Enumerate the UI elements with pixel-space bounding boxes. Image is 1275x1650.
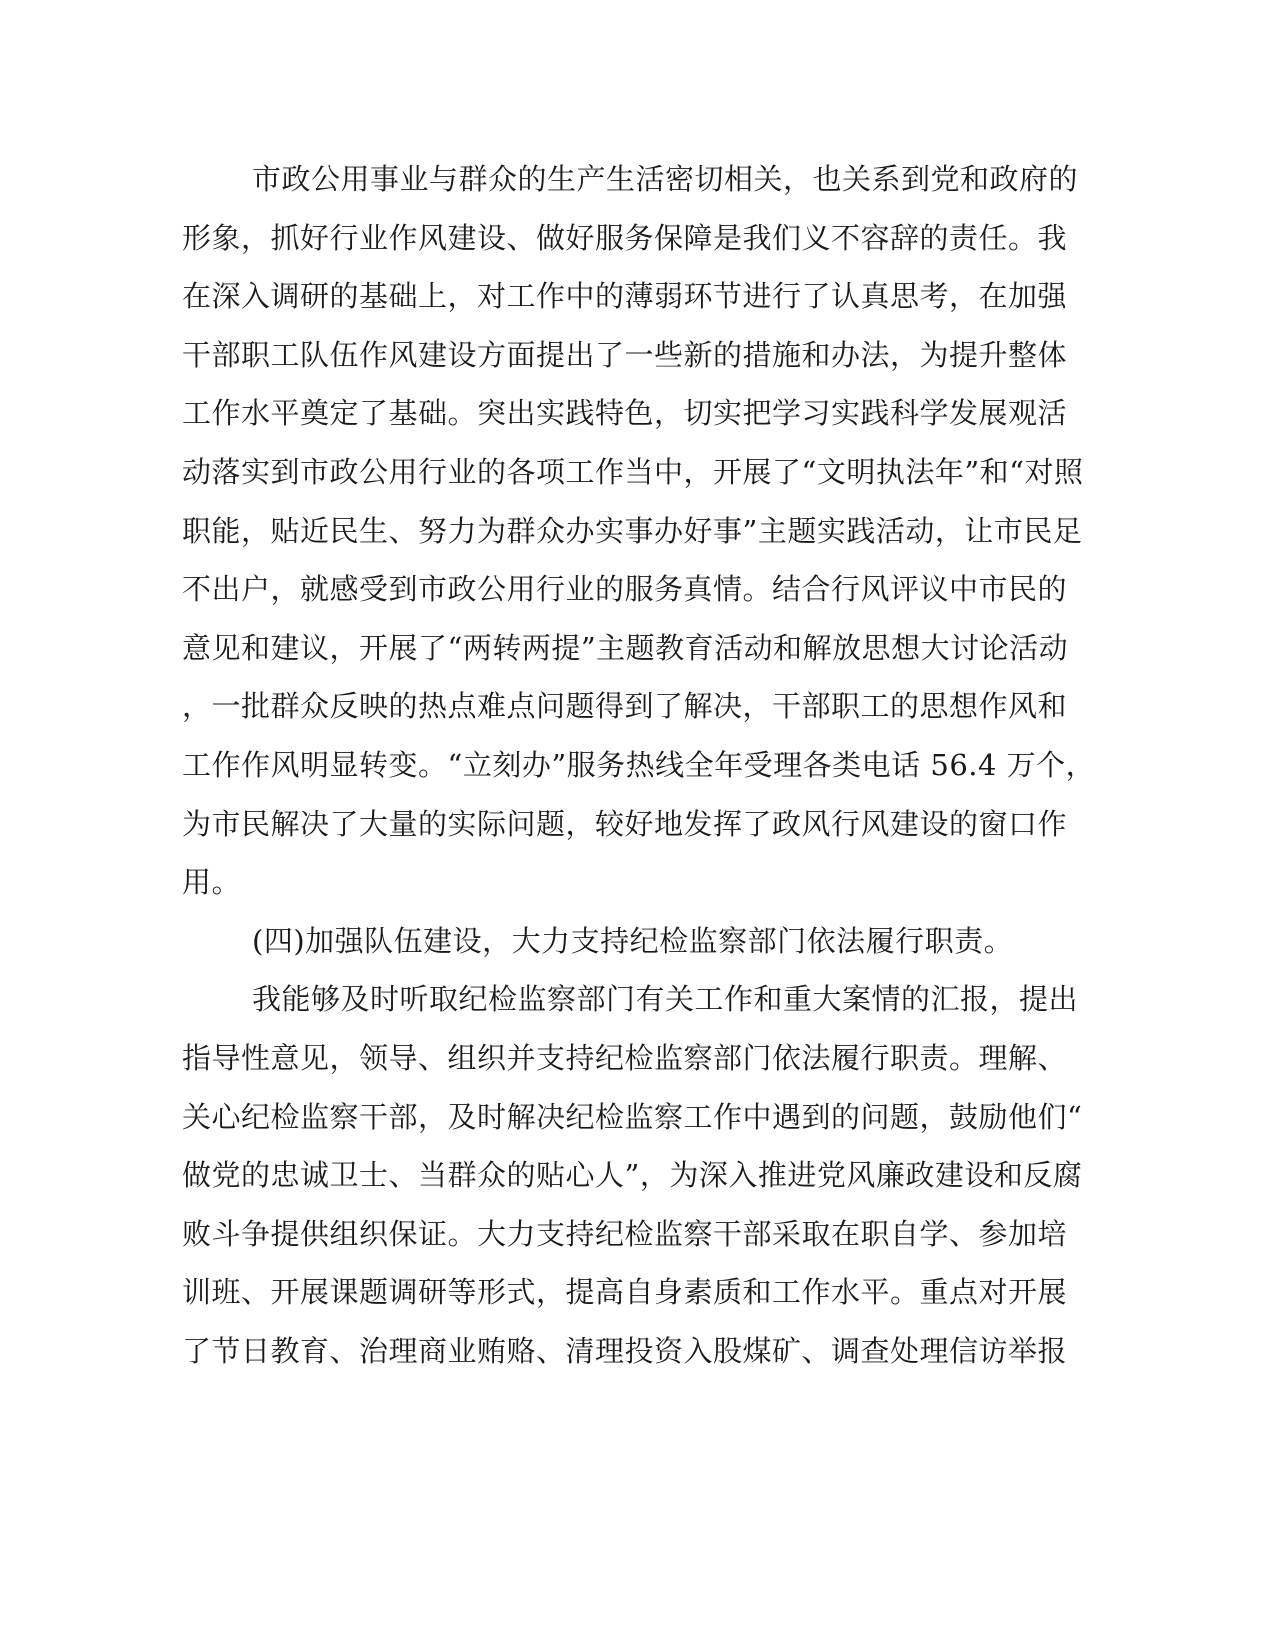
document-body [182, 150, 1096, 1380]
text-line: 我能够及时听取纪检监察部门有关工作和重大案情的汇报，提出 [252, 982, 1079, 1017]
text-line: 为市民解决了大量的实际问题，较好地发挥了政风行风建设的窗口作 [182, 806, 1068, 841]
text-line: 了节日教育、治理商业贿赂、清理投资入股煤矿、调查处理信访举报 [182, 1333, 1068, 1368]
text-line: 意见和建议，开展了“两转两提”主题教育活动和解放思想大讨论活动 [182, 630, 1069, 665]
text-line: ，一批群众反映的热点难点问题得到了解决，干部职工的思想作风和 [182, 689, 1068, 724]
text-line: 关心纪检监察干部，及时解决纪检监察工作中遇到的问题，鼓励他们“ [182, 1099, 1083, 1134]
text-line: 市政公用事业与群众的生产生活密切相关，也关系到党和政府的 [252, 162, 1079, 196]
text-line: 工作作风明显转变。“立刻办”服务热线全年受理各类电话 56.4 万个， [182, 747, 1096, 782]
text-line: 败斗争提供组织保证。大力支持纪检监察干部采取在职自学、参加培 [182, 1216, 1068, 1251]
paragraph-public-utilities [182, 150, 1096, 912]
text-line: 动落实到市政公用行业的各项工作当中，开展了“文明执法年”和“对照 [182, 454, 1084, 489]
text-line: 形象，抓好行业作风建设、做好服务保障是我们义不容辞的责任。我 [182, 220, 1068, 255]
text-line: 工作水平奠定了基础。突出实践特色，切实把学习实践科学发展观活 [182, 396, 1068, 431]
text-line: 指导性意见，领导、组织并支持纪检监察部门依法履行职责。理解、 [182, 1040, 1068, 1075]
section-heading: (四)加强队伍建设，大力支持纪检监察部门依法履行职责。 [252, 923, 1014, 958]
text-line: 不出户，就感受到市政公用行业的服务真情。结合行风评议中市民的 [182, 572, 1068, 607]
text-line: 在深入调研的基础上，对工作中的薄弱环节进行了认真思考，在加强 [182, 279, 1068, 314]
paragraph-discipline-inspection [182, 970, 1083, 1380]
section-heading-four [182, 912, 1042, 971]
text-line: 干部职工队伍作风建设方面提出了一些新的措施和办法，为提升整体 [182, 337, 1068, 372]
text-line: 做党的忠诚卫士、当群众的贴心人”，为深入推进党风廉政建设和反腐 [182, 1158, 1083, 1193]
text-line: 用。 [182, 865, 242, 900]
text-line: 训班、开展课题调研等形式，提高自身素质和工作水平。重点对开展 [182, 1275, 1068, 1310]
text-line: 职能，贴近民生、努力为群众办实事办好事”主题实践活动，让市民足 [182, 513, 1083, 548]
